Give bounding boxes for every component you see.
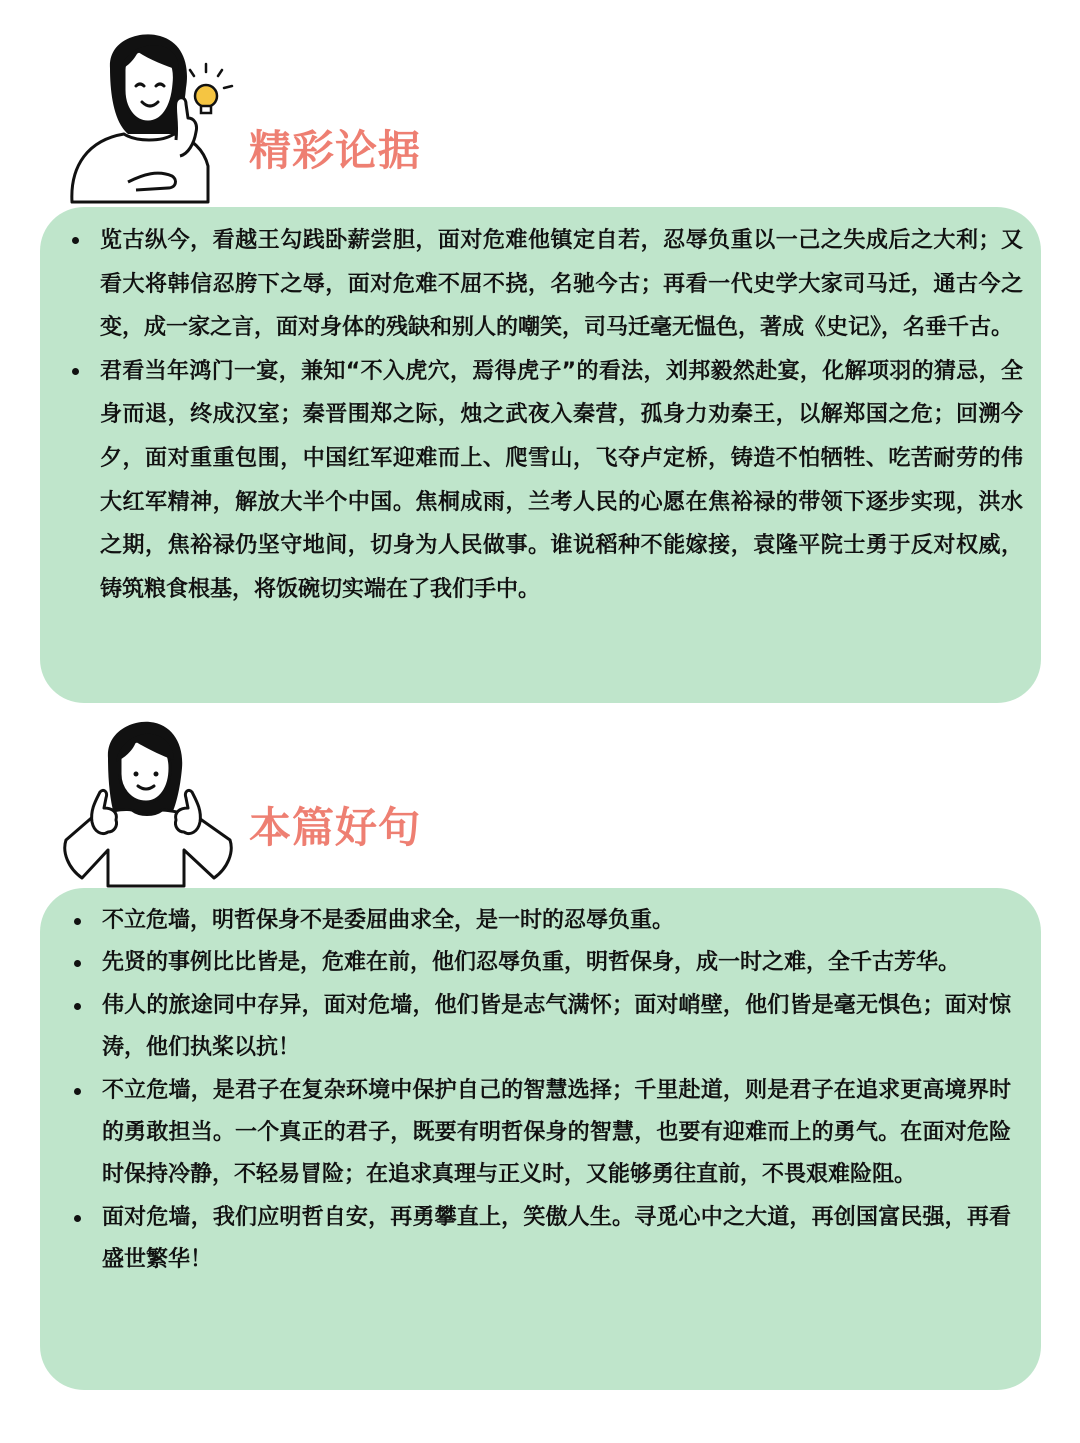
girl-thumbs-up-illustration (52, 718, 242, 890)
list-item (52, 942, 1011, 984)
list-item (52, 1070, 1011, 1197)
list-item (50, 219, 1023, 350)
good-sentences-list (52, 900, 1011, 1282)
section-title-good-sentences: 本篇好句 (249, 803, 422, 852)
section-title-arguments: 精彩论据 (249, 126, 422, 175)
list-item-text: 不立危墙，明哲保身不是委屈曲求全，是一时的忍辱负重。 (102, 908, 675, 933)
list-item (50, 350, 1023, 612)
list-item-text: 先贤的事例比比皆是，危难在前，他们忍辱负重，明哲保身，成一时之难，全千古芳华。 (102, 950, 961, 976)
list-item (52, 985, 1011, 1070)
girl-idea-illustration (58, 30, 248, 210)
list-item-text: 面对危墙，我们应明哲自安，再勇攀直上，笑傲人生。寻觅心中之大道，再创国富民强，再看盛世繁华！ (102, 1204, 1011, 1273)
bullet-icon (74, 1003, 81, 1010)
bullet-icon (74, 1215, 81, 1222)
list-item (52, 900, 1011, 942)
bullet-icon (74, 1088, 81, 1095)
list-item-text: 君看当年鸿门一宴，兼知“不入虎穴，焉得虎子”的看法，刘邦毅然赴宴，化解项羽的猜忌，全身而退，终成汉室；秦晋围郑之际，烛之武夜入秦营，孤身力劝秦王，以解郑国之危；回溯今夕，面对重重包围，中国红军迎难而上、爬雪山，飞夺卢定桥，铸造不怕牺牲、吃苦耐劳的伟大红军精神，解放大半个中国。焦桐成雨，兰考人民的心愿在焦裕禄的带领下逐步实现，洪水之期，焦裕禄仍坚守地间，切身为人民做事。谁说稻种不能嫁接，袁隆平院士勇于反对权威，铸筑粮食根基，将饭碗切实端在了我们手中。 (100, 358, 1023, 602)
arguments-card (40, 207, 1041, 703)
list-item (52, 1197, 1011, 1282)
bullet-icon (72, 237, 79, 244)
list-item-text: 览古纵今，看越王勾践卧薪尝胆，面对危难他镇定自若，忍辱负重以一己之失成后之大利；又看大将韩信忍胯下之辱，面对危难不屈不挠，名驰今古；再看一代史学大家司马迁，通古今之变，成一家之言，面对身体的残缺和别人的嘲笑，司马迁毫无愠色，著成《史记》，名垂千古。 (100, 228, 1023, 341)
arguments-list (50, 219, 1023, 611)
list-item-text: 伟人的旅途同中存异，面对危墙，他们皆是志气满怀；面对峭壁，他们皆是毫无惧色；面对惊涛，他们执桨以抗！ (102, 992, 1011, 1061)
bullet-icon (72, 368, 79, 375)
lightbulb-icon (190, 64, 232, 113)
good-sentences-card (40, 888, 1041, 1390)
bullet-icon (74, 918, 81, 925)
list-item-text: 不立危墙，是君子在复杂环境中保护自己的智慧选择；千里赴道，则是君子在追求更高境界时的勇敢担当。一个真正的君子，既要有明哲保身的智慧，也要有迎难而上的勇气。在面对危险时保持冷静，不轻易冒险；在追求真理与正义时，又能够勇往直前，不畏艰难险阻。 (102, 1077, 1011, 1188)
bullet-icon (74, 960, 81, 967)
